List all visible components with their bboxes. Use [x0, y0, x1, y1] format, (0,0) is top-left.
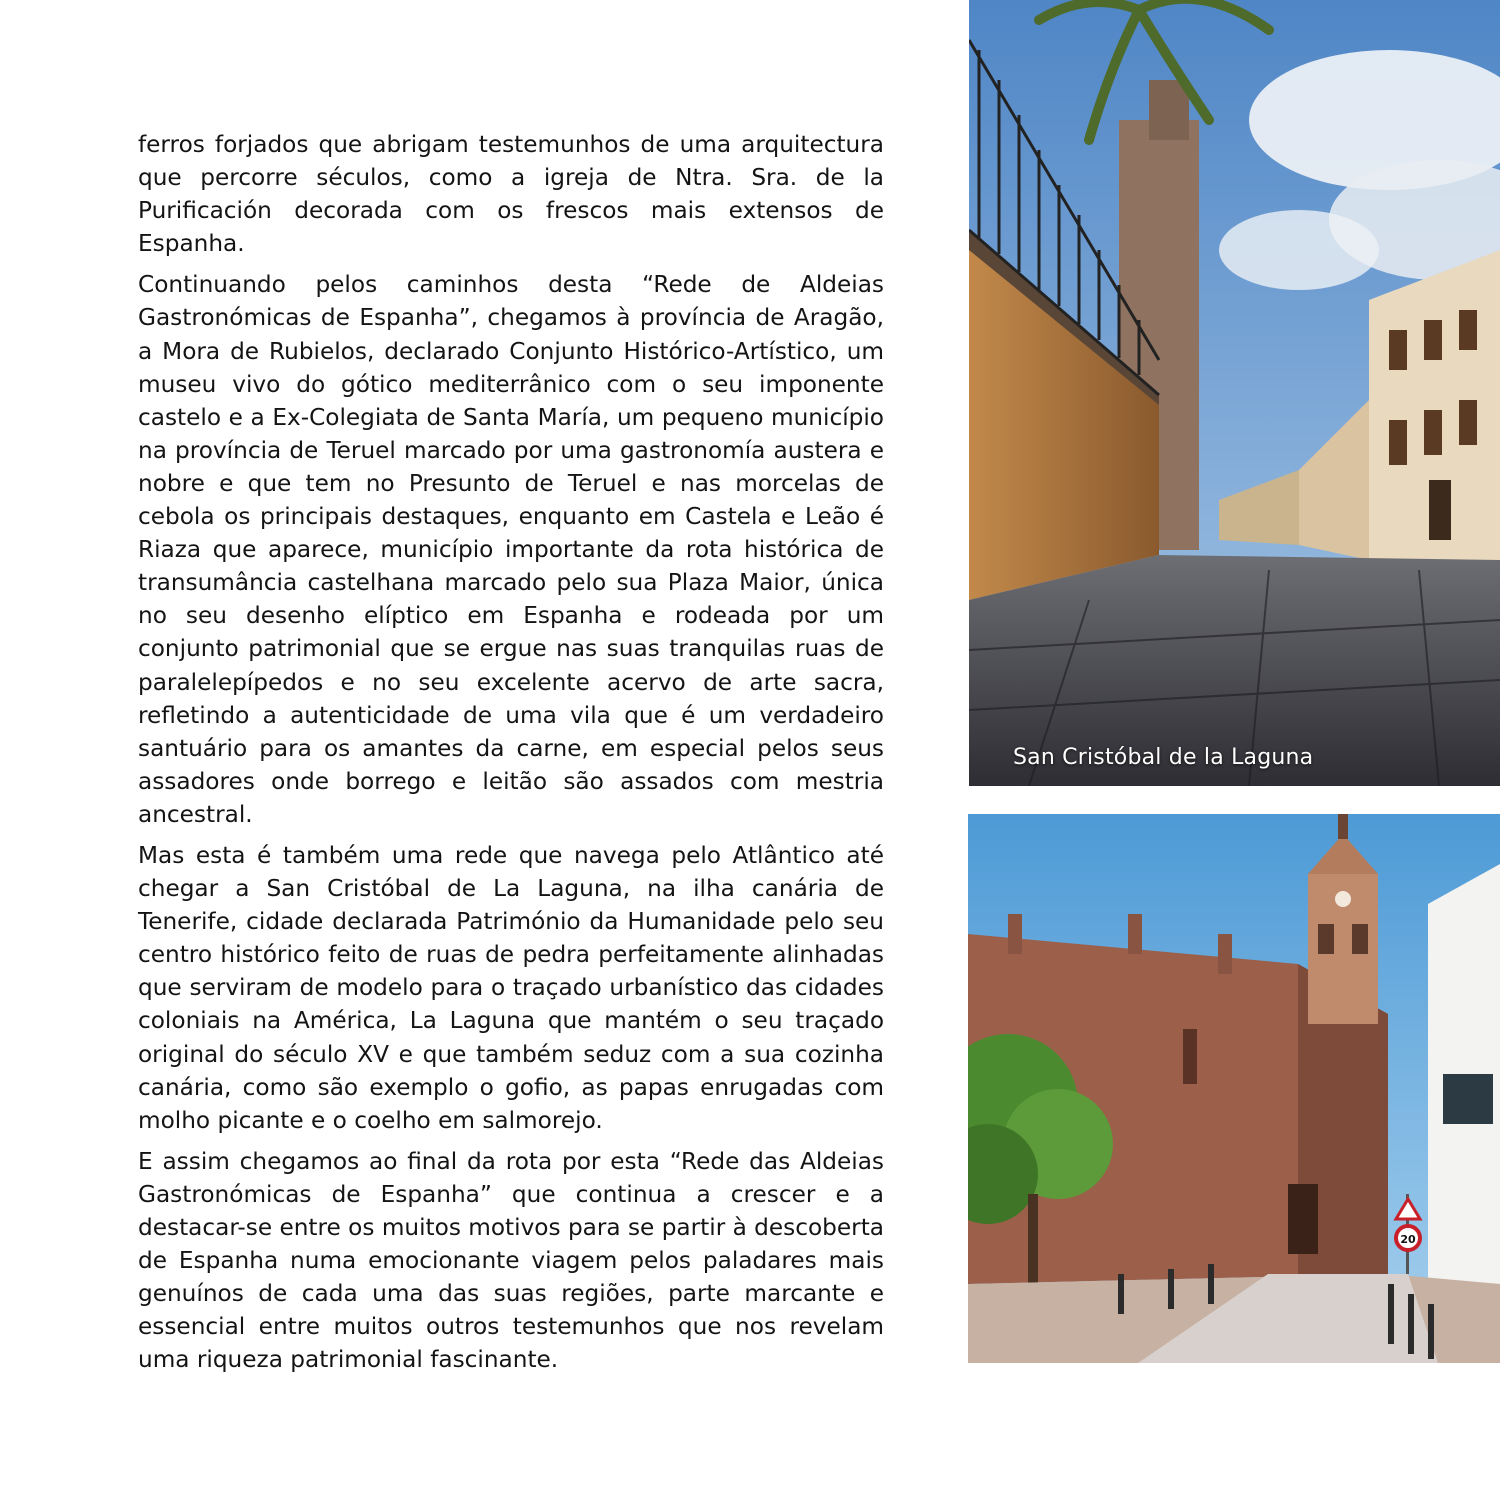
speed-sign-number: 20	[1400, 1233, 1416, 1246]
street-illustration	[969, 0, 1500, 786]
paragraph: Continuando pelos caminhos desta “Rede de Aldeias Gastronómicas de Espanha”, chegamos à província de Aragão, a Mora de Rubielos, declarado Conjunto Histórico-Artístico, um museu vivo do gótico mediterrânico com o seu imponente castelo e a Ex-Colegiata de Santa María, um pequeno município na província de Teruel marcado por uma gastronomía austera e nobre e que tem no Presunto de Teruel e nas morcelas de cebola os principais destaques, enquanto em Castela e Leão é Riaza que aparece, município importante da rota histórica de transumância castelhana marcado pelo sua Plaza Maior, única no seu desenho elíptico em Espanha e rodeada por um conjunto patrimonial que se ergue nas suas tranquilas ruas de paralelepípedos e no seu excelente acervo de arte sacra, refletindo a autenticidade de uma vila que é um verdadeiro santuário para os amantes da carne, em especial pelos seus assadores onde borrego e leitão são assados com mestria ancestral.	[138, 271, 884, 828]
article-body	[138, 128, 884, 1384]
photo-caption: San Cristóbal de la Laguna	[1013, 745, 1314, 770]
church-photo	[968, 814, 1500, 1363]
church-illustration	[968, 814, 1500, 1363]
paragraph: Mas esta é também uma rede que navega pelo Atlântico até chegar a San Cristóbal de La Laguna, na ilha canária de Tenerife, cidade declarada Património da Humanidade pelo seu centro histórico feito de ruas de pedra perfeitamente alinhadas que serviram de modelo para o traçado urbanístico das cidades coloniais na América, La Laguna que mantém o seu traçado original do século XV e que também seduz com a sua cozinha canária, como são exemplo o gofio, as papas enrugadas com molho picante e o coelho em salmorejo.	[138, 841, 884, 1134]
paragraph: ferros forjados que abrigam testemunhos de uma arquitectura que percorre séculos, como a igreja de Ntra. Sra. de la Purificación decorada com os frescos mais extensos de Espanha.	[138, 131, 884, 258]
street-photo	[969, 0, 1500, 786]
paragraph: E assim chegamos ao final da rota por esta “Rede das Aldeias Gastronómicas de Espanha” que continua a crescer e a destacar-se entre os muitos motivos para se partir à descoberta de Espanha numa emocionante viagem pelos paladares mais genuínos de cada uma das suas regiões, parte marcante e essencial entre muitos outros testemunhos que nos revelam uma riqueza patrimonial fascinante.	[138, 1147, 884, 1374]
